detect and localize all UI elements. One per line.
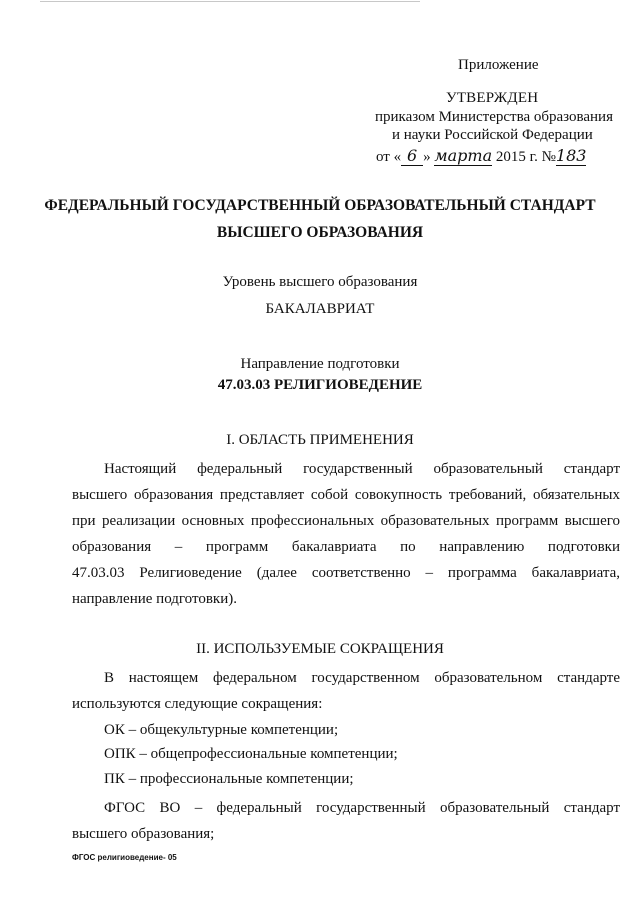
level-label: Уровень высшего образования: [222, 274, 418, 290]
document-title: [0, 192, 640, 246]
abbreviation-item: ОПК – общепрофессиональные компетенции;: [104, 746, 398, 762]
order-line-2: и науки Российской Федерации: [392, 127, 593, 143]
section-1-paragraph: [72, 456, 620, 612]
direction-value: 47.03.03 РЕЛИГИОВЕДЕНИЕ: [217, 377, 423, 393]
paragraph-line: при реализации основных профессиональных образовательных программ высшего: [72, 513, 620, 529]
title-line-1: ФЕДЕРАЛЬНЫЙ ГОСУДАРСТВЕННЫЙ ОБРАЗОВАТЕЛЬНЫЙ СТАНДАРТ: [44, 197, 596, 214]
section-2-intro: [72, 665, 620, 717]
paragraph-line: 47.03.03 Религиоведение (далее соответственно – программа бакалавриата,: [72, 565, 620, 581]
abbreviation-item: ОК – общекультурные компетенции;: [104, 722, 339, 738]
section-2-heading: II. ИСПОЛЬЗУЕМЫЕ СОКРАЩЕНИЯ: [196, 641, 444, 657]
page-footer: ФГОС религиоведение- 05: [72, 853, 177, 862]
abbreviation-item: ПК – профессиональные компетенции;: [104, 771, 354, 787]
handwritten-month: марта: [434, 146, 493, 165]
paragraph-line: образования – программ бакалавриата по направлению подготовки: [72, 539, 620, 555]
date-prefix: от «: [376, 149, 402, 165]
handwritten-day: 6: [401, 146, 423, 166]
paragraph-line: используются следующие сокращения:: [72, 696, 323, 712]
scan-edge-line: [40, 1, 420, 2]
direction-label: Направление подготовки: [240, 356, 400, 372]
month-separator: »: [423, 149, 431, 165]
paragraph-line: высшего образования представляет собой совокупность требований, обязательных: [72, 487, 620, 503]
order-date-line: [376, 146, 586, 166]
appendix-label: Приложение: [458, 57, 539, 73]
section-1-heading: I. ОБЛАСТЬ ПРИМЕНЕНИЯ: [226, 432, 414, 448]
order-line-1: приказом Министерства образования: [375, 109, 613, 125]
paragraph-line: высшего образования;: [72, 826, 215, 842]
approved-label: УТВЕРЖДЕН: [446, 90, 539, 106]
section-2-last-item: [72, 795, 620, 847]
handwritten-order-number: 183: [555, 146, 587, 165]
paragraph-line: ФГОС ВО – федеральный государственный образовательный стандарт: [104, 800, 620, 816]
paragraph-line: направление подготовки).: [72, 591, 237, 607]
year-text: 2015 г. №: [495, 149, 556, 165]
level-value: БАКАЛАВРИАТ: [265, 301, 375, 317]
paragraph-line: В настоящем федеральном государственном образовательном стандарте: [104, 670, 620, 686]
title-line-2: ВЫСШЕГО ОБРАЗОВАНИЯ: [216, 224, 424, 241]
paragraph-line: Настоящий федеральный государственный образовательный стандарт: [104, 461, 620, 477]
